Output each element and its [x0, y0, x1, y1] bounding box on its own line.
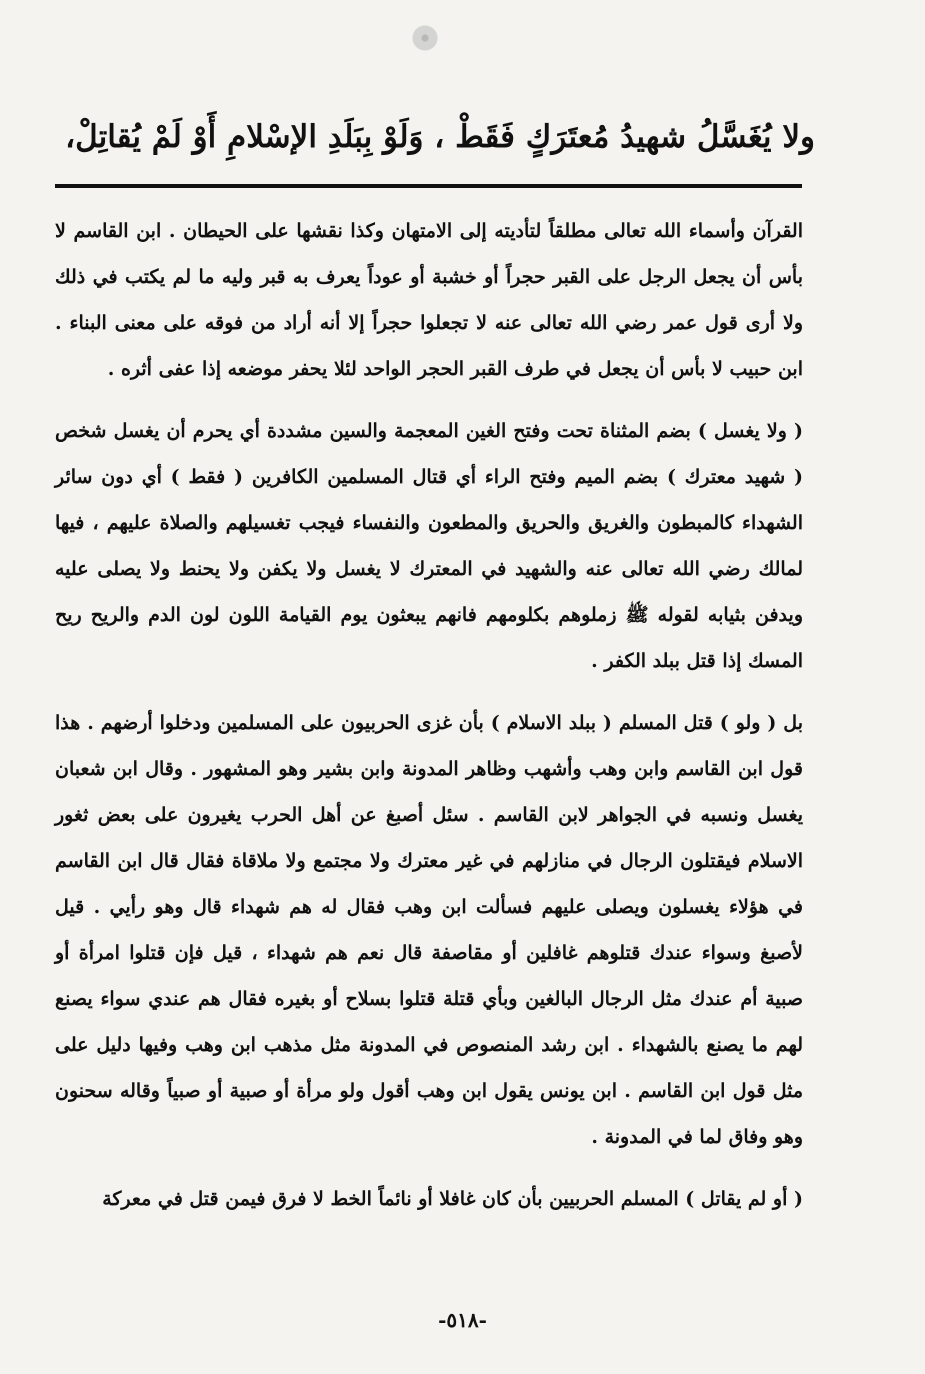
paragraph: بل ( ولو ) قتل المسلم ( ببلد الاسلام ) بأن غزى الحربيون على المسلمين ودخلوا أرضهم . هذا قول ابن القاسم وابن وهب وأشهب وظاهر المدونة وابن بشير وهو المشهور . وقال ابن شعبان يغسل ونسبه في الجواهر لابن القاسم . سئل أصبغ عن أهل الحرب يغيرون على بعض ثغور الاسلام فيقتلون الرجال في منازلهم في غير معترك ولا مجتمع ولا ملاقاة فقال قال ابن القاسم في هؤلاء يغسلون ويصلى عليهم فسألت ابن وهب فقال له هم شهداء قال وهو رأيي . قيل لأصبغ وسواء عندك قتلوهم غافلين أو مقاصفة قال نعم هم شهداء ، قيل فإن قتلوا امرأة أو صبية أم عندك مثل الرجال البالغين وبأي قتلة قتلوا بسلاح أو بغيره فقال هم عندي سواء يصنع لهم ما يصنع بالشهداء . ابن رشد المنصوص في المدونة مثل مذهب ابن وهب وفيها دليل على مثل قول ابن القاسم . ابن يونس يقول ابن وهب أقول ولو مرأة أو صبية أو صبياً وقاله سحنون وهو وفاق لما في المدونة . — [55, 712, 803, 1148]
paragraph: القرآن وأسماء الله تعالى مطلقاً لتأديته إلى الامتهان وكذا نقشها على الحيطان . ابن القاسم لا بأس أن يجعل الرجل على القبر حجراً أو خشبة أو عوداً يعرف به قبر وليه ما لم يكتب في ذلك ولا أرى قول عمر رضي الله تعالى عنه لا تجعلوا حجراً إلا أنه أراد من فوقه على معنى البناء . ابن حبيب لا بأس أن يجعل في طرف القبر الحجر الواحد لئلا يحفر موضعه إذا عفى أثره . — [55, 220, 803, 380]
paragraph: ( أو لم يقاتل ) المسلم الحربيين بأن كان غافلا أو نائماً الخط لا فرق فيمن قتل في معركة — [102, 1188, 803, 1210]
decorative-ornament — [405, 18, 445, 58]
body-text — [55, 208, 803, 1222]
page-number: -٥١٨- — [438, 1308, 487, 1332]
heading-rule — [55, 184, 802, 188]
page-heading: ولا يُغَسَّلُ شهيدُ مُعتَرَكٍ فَقَطْ ، وَلَوْ بِبَلَدِ الإسْلامِ أَوْ لَمْ يُقاتِلْ، — [65, 119, 815, 155]
paragraph: ( ولا يغسل ) بضم المثناة تحت وفتح الغين المعجمة والسين مشددة أي يحرم أن يغسل شخص ( شهيد معترك ) بضم الميم وفتح الراء أي قتال المسلمين الكافرين ( فقط ) أي دون سائر الشهداء كالمبطون والغريق والحريق والمطعون والنفساء فيجب تغسيلهم والصلاة عليهم ، فيها لمالك رضي الله تعالى عنه والشهيد في المعترك لا يغسل ولا يكفن ولا يحنط ولا يصلى عليه ويدفن بثيابه لقوله ﷺ زملوهم بكلومهم فانهم يبعثون يوم القيامة اللون لون الدم والريح ريح المسك إذا قتل ببلد الكفر . — [55, 420, 803, 672]
